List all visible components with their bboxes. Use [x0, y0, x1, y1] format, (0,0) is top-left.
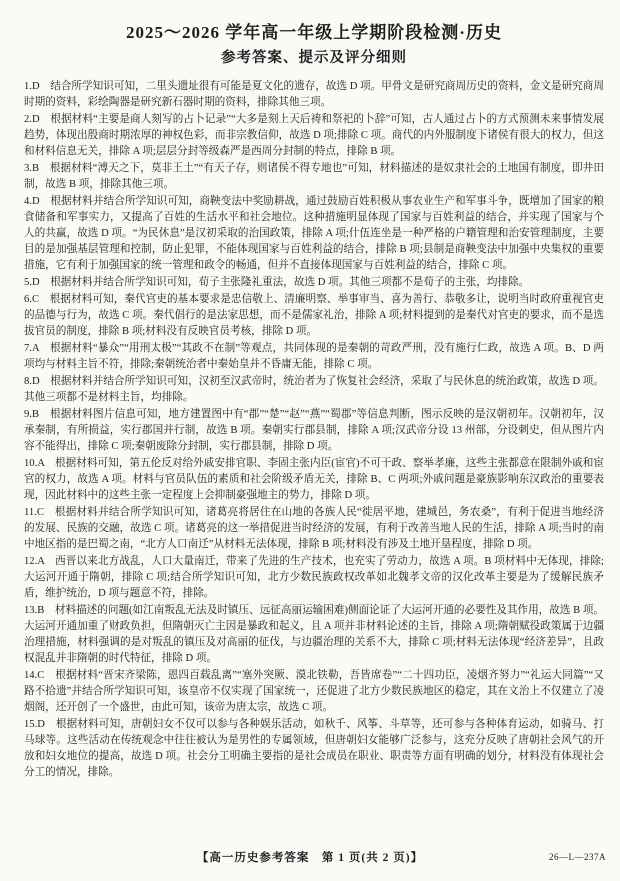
answer-explanation: 西晋以来北方战乱，人口大量南迁，带来了先进的生产技术，也充实了劳动力，故选 A 项。B 项材料中无体现，排除;大运河开通于隋朝，排除 C 项;结合所学知识可知，北方少数民族政权改革如北魏孝文帝的汉化改革主要是为了缓解民族矛盾，维护统治，D 项与题意不符，排除。 — [24, 556, 604, 599]
answer-number: 7.A — [24, 343, 50, 354]
answer-item — [24, 717, 604, 781]
answer-number: 3.B — [24, 163, 50, 174]
answer-explanation: 根据材料可知，唐朝妇女不仅可以参与各种娱乐活动，如秋千、风筝、斗草等，还可参与各种体育运动，如骑马、打马球等。这些活动在传统观念中往往被认为是男性的专属领域，但唐朝妇女能够广泛参与，这充分反映了唐朝社会风气的开放和妇女地位的提高，故选 D 项。社会分工明确主要指的是社会成员在职业、职责等方面有明确的划分，材料没有体现社会分工的情况，排除。 — [24, 719, 604, 778]
footer-code: 26—L—237A — [549, 852, 606, 862]
answer-number: 1.D — [24, 81, 51, 92]
answer-explanation: 根据材料“主要是商人刻写的占卜记录”“大多是刻上天后祷和祭祀的卜辞”可知，古人通过占卜的方式预测未来事情发展趋势，体现出殷商时期浓厚的神权色彩，而非宗教信仰，故选 D 项;排除 C 项。商代的内外服制度下诸侯有很大的权力，但这和材料信息无关，排除 A 项;层层分封等级森严是西周分封制的特点，排除 B 项。 — [24, 114, 604, 157]
answer-explanation: 根据材料“暴众”“用刑太极”“其政不在制”等观点，共同体现的是秦朝的苛政严刑，没有施行仁政，故选 A 项。B、D 两项均与材料主旨不符，排除;秦朝统治者中秦始皇并不昏庸无能，排除 C 项。 — [24, 343, 604, 370]
answer-explanation: 结合所学知识可知，二里头遗址很有可能是夏文化的遗存，故选 D 项。甲骨文是研究商周历史的资料，金文是研究商周时期的资料，彩绘陶器是研究新石器时期的资料，排除其他三项。 — [24, 81, 604, 108]
answer-number: 6.C — [24, 294, 50, 305]
answer-item — [24, 341, 604, 373]
answer-explanation: 根据材料并结合所学知识可知，商鞅变法中奖励耕战，通过鼓励百姓积极从事农业生产和军事斗争，既增加了国家的粮食储备和军事实力，又提高了百姓的生活水平和社会地位。这种措施明显体现了国家与百姓利益的结合，并实现了国家与个人的共赢，故选 D 项。“为民休息”是汉初采取的治国政策，排除 A 项;什伍连坐是一种严格的户籍管理和治安管理制度，主要目的是加强基层管理和控制，防止犯罪，不能体现国家与百姓利益的结合，排除 B 项;县制是商鞅变法中加强中央集权的重要措施，它有利于加强国家的统一管理和政令的畅通，但并不直接体现国家与百姓利益的结合，排除 C 项。 — [24, 196, 604, 271]
answer-item — [24, 456, 604, 504]
page-title: 2025～2026 学年高一年级上学期阶段检测·历史 — [126, 23, 502, 42]
answer-number: 13.B — [24, 605, 55, 616]
answer-number: 8.D — [24, 376, 51, 387]
answer-explanation: 根据材料可知，秦代官吏的基本要求是忠信敬上、清廉明察、举事审当、喜为善行、恭敬多让，说明当时政府重视官吏的品德与行为，故选 C 项。秦代倡行的是法家思想，而不是儒家礼治，排除 A 项;材料提到的是秦代对官吏的要求，而不是选拔官员的制度，排除 B 项;材料没有反映官员考核，排除 D 项。 — [24, 294, 605, 337]
answer-number: 9.B — [24, 409, 50, 420]
answer-explanation: 根据材料并结合所学知识可知，荀子主张隆礼重法，故选 D 项。其他三项都不是荀子的主张，均排除。 — [50, 277, 530, 288]
answer-number: 2.D — [24, 114, 51, 125]
answer-explanation: 根据材料并结合所学知识可知，汉初至汉武帝时，统治者为了恢复社会经济，采取了与民休息的统治政策，故选 D 项。其他三项都不是材料主旨，均排除。 — [24, 376, 604, 403]
answer-number: 15.D — [24, 719, 56, 730]
answer-item — [24, 194, 604, 274]
answer-item — [24, 275, 604, 291]
answer-item — [24, 112, 604, 160]
answer-number: 10.A — [24, 458, 55, 469]
answer-explanation: 根据材料“晋宋齐梁陈，恩四百载乱离”“塞外突厥、漠北铁勒，吾皆席卷”“二十四功臣，凌烟齐努力”“礼运大同篇”“又路不拾遗”并结合所学知识可知，该皇帝不仅实现了国家统一，还促进了北方少数民族地区的稳定，其在文治上不仅建立了凌烟阁，还开创了一个盛世，由此可知，该帝为唐太宗，故选 C 项。 — [24, 670, 604, 713]
answer-item — [24, 407, 604, 455]
page-subtitle: 参考答案、提示及评分细则 — [221, 50, 407, 66]
answer-item — [24, 603, 604, 667]
answer-number: 12.A — [24, 556, 56, 567]
answer-item — [24, 79, 604, 111]
answer-explanation: 根据材料图片信息可知，地方建置图中有“郡”“楚”“赵”“燕”“蜀郡”等信息判断，图示反映的是汉朝初年。汉朝初年，汉承秦制，有所损益，实行郡国并行制，故选 B 项。秦朝实行郡县制，排除 A 项;汉武帝分设 13 州部，分设刺史，但从图片内容不能得出，排除 C 项;秦朝废除分封制，实行郡县制，排除 D 项。 — [24, 409, 604, 452]
answer-number: 5.D — [24, 277, 51, 288]
answers-list — [24, 79, 604, 781]
answer-explanation: 材料描述的问题(如江南叛乱无法及时镇压、远征高丽运输困难)侧面论证了大运河开通的必要性及其作用，故选 B 项。大运河开通加重了财政负担，但隋朝灭亡主因是暴政和起义，且 A 项并非材料论述的主旨，排除 A 项;隋朝赋役政策属于边疆治理措施，材料强调的是对叛乱的镇压及对高丽的征伐，与边疆治理的关系不大，排除 C 项;材料无法体现“经济差异”，且政权混乱并非隋朝的时代特征，排除 D 项。 — [24, 605, 605, 664]
answer-item — [24, 668, 604, 716]
answer-number: 14.C — [24, 670, 56, 681]
answer-item — [24, 505, 604, 553]
answer-item — [24, 374, 604, 406]
page-footer — [0, 849, 620, 867]
answer-explanation: 根据材料“溥天之下，莫非王土”“有天子存，则诸侯不得专地也”可知，材料描述的是奴隶社会的土地国有制度，即井田制，故选 B 项，排除其他三项。 — [24, 163, 604, 190]
answer-item — [24, 292, 604, 340]
answer-item — [24, 554, 604, 602]
answer-explanation: 根据材料可知，第五伦反对给外戚安排官职、李固主张内臣(宦官)不可干政、察举孝廉，这些主张都意在限制外戚和宦官的权力，故选 A 项。材料与官员队伍的素质和社会阶级矛盾无关，排除 B、C 两项;外戚问题是豪族影响东汉政治的重要表现，因此材料中的这些主张一定程度上会抑制豪强地主的势力，排除 D 项。 — [24, 458, 604, 501]
answer-number: 11.C — [24, 507, 55, 518]
footer-page-label: 【高一历史参考答案 第 1 页(共 2 页)】 — [196, 852, 424, 864]
answer-explanation: 根据材料并结合所学知识可知，诸葛亮将居住在山地的各族人民“徙居平地，建城邑，务农桑”，有利于促进当地经济的发展、民族的交融，故选 C 项。诸葛亮的这一举措促进当时经济的发展，有利于改善当地人民的生活，排除 A 项;当时的南中地区指的是巴蜀之南，“北方人口南迁”从材料无法体现，排除 B 项;材料没有涉及土地开垦程度，排除 D 项。 — [24, 507, 604, 550]
answer-item — [24, 161, 604, 193]
answer-number: 4.D — [24, 196, 51, 207]
